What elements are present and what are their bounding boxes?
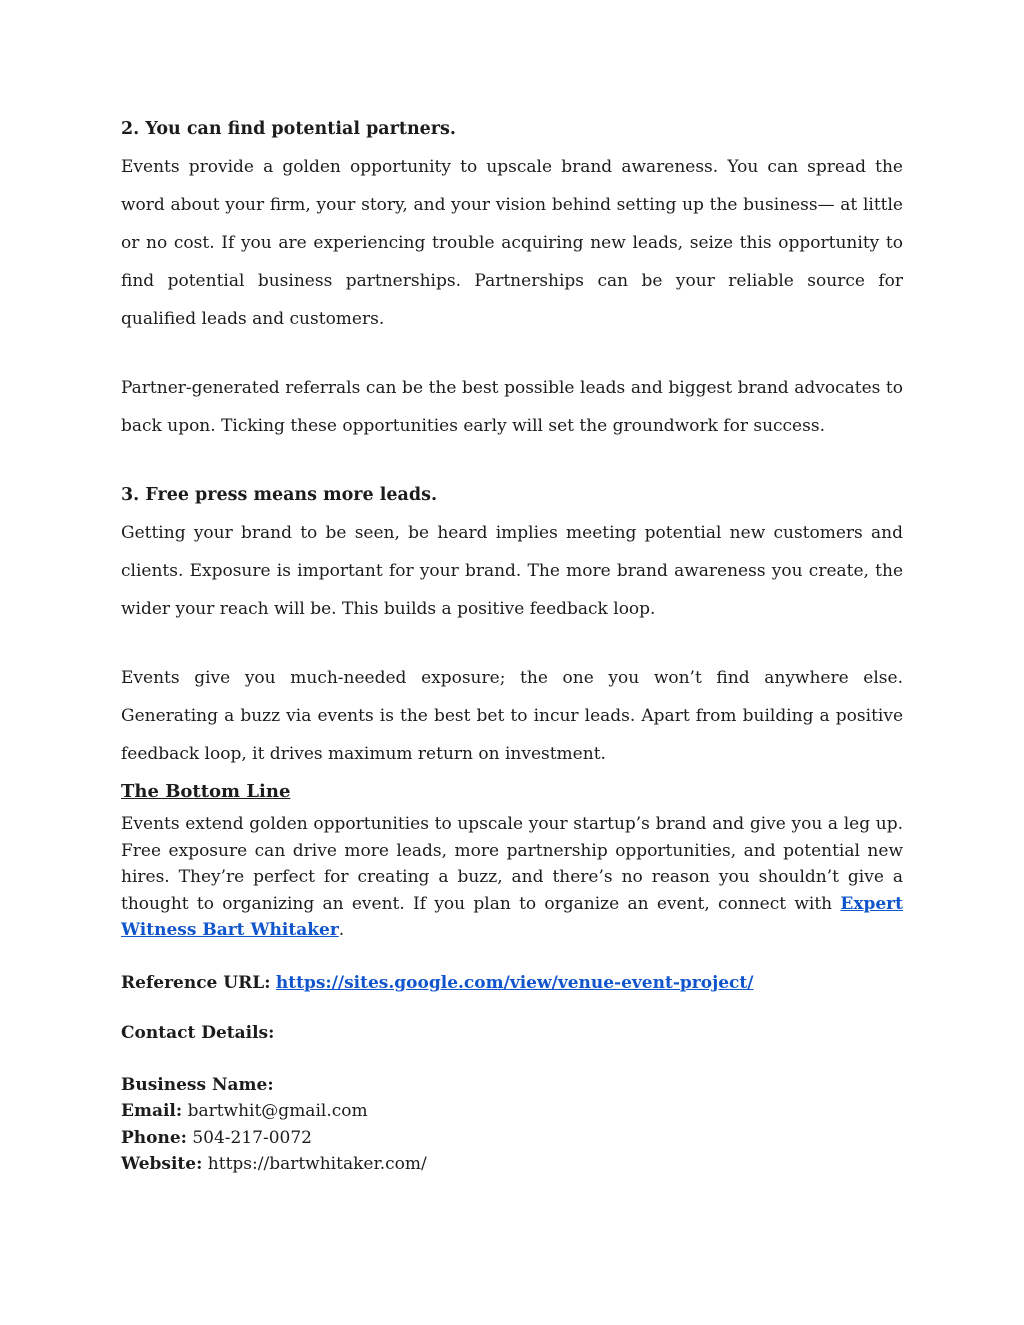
section-3-paragraph-1: Getting your brand to be seen, be heard implies meeting potential new customers and clients. Exposure is important for your brand. The more brand awareness you create, the wider your reach will be. This builds a positive feedback loop. — [121, 523, 903, 619]
contact-details-heading: Contact Details: — [121, 1022, 275, 1043]
bottom-line-paragraph — [121, 811, 903, 944]
expert-witness-link[interactable]: Expert Witness Bart Whitaker — [121, 893, 903, 940]
email-value: bartwhit@gmail.com — [187, 1101, 368, 1121]
bottom-line-heading: The Bottom Line — [121, 781, 291, 802]
spacer — [121, 944, 903, 970]
website-label: Website: — [121, 1154, 203, 1174]
spacer — [121, 628, 903, 659]
section-2-paragraph-2: Partner-generated referrals can be the best possible leads and biggest brand advocates to back upon. Ticking these opportunities early will set the groundwork for success. — [121, 378, 903, 436]
reference-line — [121, 970, 903, 996]
section-3-heading: 3. Free press means more leads. — [121, 485, 438, 505]
spacer — [121, 445, 903, 476]
reference-url-link[interactable]: https://sites.google.com/view/venue-event-project/ — [275, 972, 754, 993]
section-2-paragraph-1: Events provide a golden opportunity to upscale brand awareness. You can spread the word about your firm, your story, and your vision behind setting up the business— at little or no cost. If you are experiencing trouble acquiring new leads, seize this opportunity to find potential business partnerships. Partnerships can be your reliable source for qualified leads and customers. — [121, 157, 903, 329]
phone-line — [121, 1125, 903, 1152]
section-2-heading: 2. You can find potential partners. — [121, 119, 456, 139]
reference-label: Reference URL: — [121, 972, 271, 993]
business-name-label: Business Name: — [121, 1074, 274, 1095]
document-page — [121, 110, 903, 1178]
phone-value: 504-217-0072 — [192, 1127, 312, 1148]
phone-label: Phone: — [121, 1127, 187, 1148]
email-line — [121, 1098, 903, 1125]
website-value: https://bartwhitaker.com/ — [207, 1154, 427, 1174]
spacer — [121, 1046, 903, 1072]
section-3-paragraph-2: Events give you much-needed exposure; the one you won’t find anywhere else. Generating a buzz via events is the best bet to incur leads. Apart from building a positive feedback loop, it drives maximum return on investment. — [121, 668, 903, 764]
spacer — [121, 996, 903, 1020]
bottom-line-trailing: . — [338, 920, 345, 940]
spacer — [121, 338, 903, 369]
email-label: Email: — [121, 1101, 183, 1121]
website-line — [121, 1151, 903, 1178]
bottom-line-text: Events extend golden opportunities to upscale your startup’s brand and give you a leg up. Free exposure can drive more leads, more partnership opportunities, and potential new hires. They’re perfect for creating a buzz, and there’s no reason you shouldn’t give a thought to organizing an event. If you plan to organize an event, connect with — [121, 814, 903, 914]
